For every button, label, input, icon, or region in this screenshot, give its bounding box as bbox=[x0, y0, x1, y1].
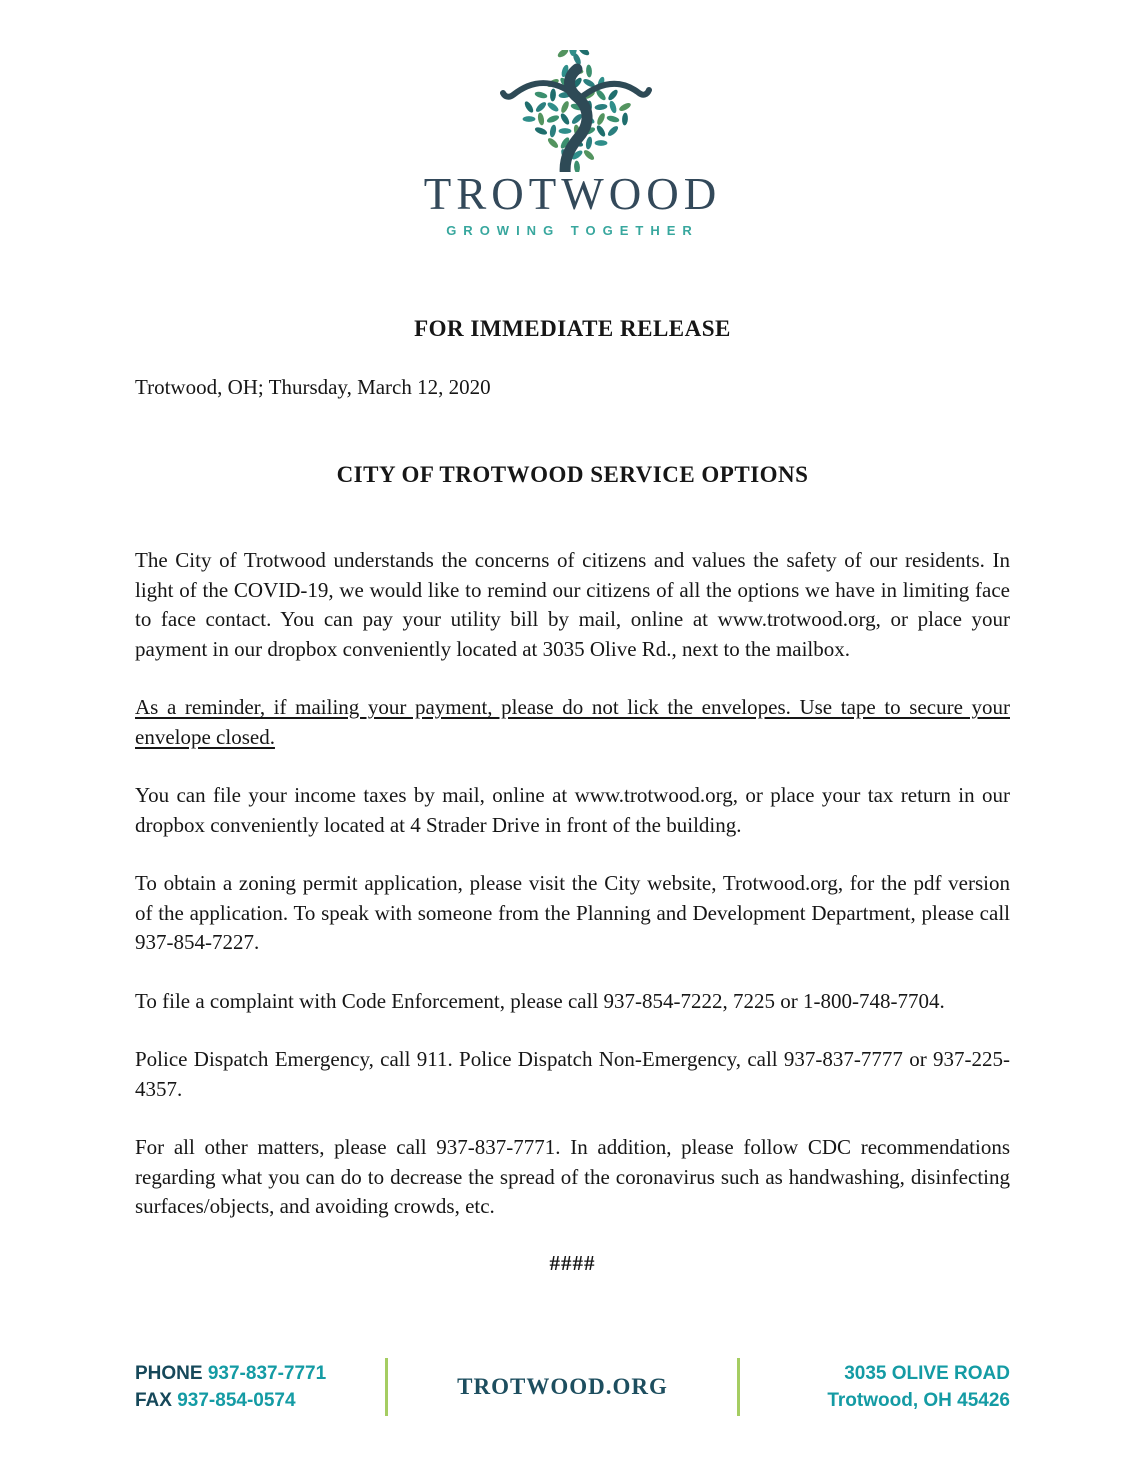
fax-label: FAX bbox=[135, 1390, 172, 1411]
trotwood-tree-icon bbox=[473, 50, 673, 172]
address-line1: 3035 OLIVE ROAD bbox=[844, 1363, 1010, 1384]
footer-website: TROTWOOD.ORG bbox=[457, 1374, 668, 1399]
document-title: CITY OF TROTWOOD SERVICE OPTIONS bbox=[336, 462, 809, 487]
footer-contact bbox=[135, 1360, 385, 1414]
paragraph: Police Dispatch Emergency, call 911. Police Dispatch Non-Emergency, call 937-837-7777 or 937-225-4357. bbox=[135, 1047, 1010, 1101]
paragraph: As a reminder, if mailing your payment, please do not lick the envelopes. Use tape to secure your envelope closed. bbox=[135, 695, 1010, 749]
footer-fax-row bbox=[135, 1387, 385, 1414]
footer-phone-row bbox=[135, 1360, 385, 1387]
paragraph: For all other matters, please call 937-837-7771. In addition, please follow CDC recommendations regarding what you can do to decrease the spread of the coronavirus such as handwashing, disinfecting surfaces/objects, and avoiding crowds, etc. bbox=[135, 1135, 1010, 1218]
address-line2: Trotwood, OH 45426 bbox=[827, 1390, 1010, 1411]
phone-number: 937-837-7771 bbox=[207, 1363, 327, 1384]
end-marker: #### bbox=[549, 1250, 596, 1275]
paragraph: To obtain a zoning permit application, please visit the City website, Trotwood.org, for the pdf version of the application. To speak with someone from the Planning and Development Department, please call 937-854-7227. bbox=[135, 871, 1010, 954]
logo bbox=[0, 0, 1145, 238]
paragraph: To file a complaint with Code Enforcement, please call 937-854-7222, 7225 or 1-800-748-7704. bbox=[135, 988, 945, 1013]
body-paragraphs bbox=[135, 546, 1010, 1222]
logo-wordmark: TROTWOOD bbox=[423, 169, 722, 219]
phone-label: PHONE bbox=[135, 1363, 203, 1384]
logo-tagline: GROWING TOGETHER bbox=[446, 223, 699, 238]
dateline: Trotwood, OH; Thursday, March 12, 2020 bbox=[135, 375, 491, 399]
footer bbox=[0, 1358, 1145, 1416]
fax-number: 937-854-0574 bbox=[177, 1390, 296, 1411]
release-label: FOR IMMEDIATE RELEASE bbox=[414, 316, 731, 341]
paragraph: The City of Trotwood understands the concerns of citizens and values the safety of our residents. In light of the COVID-19, we would like to remind our citizens of all the options we have in limiting face to face contact. You can pay your utility bill by mail, online at www.trotwood.org, or place your payment in our dropbox conveniently located at 3035 Olive Rd., next to the mailbox. bbox=[135, 548, 1010, 661]
footer-address bbox=[740, 1360, 1010, 1414]
paragraph: You can file your income taxes by mail, online at www.trotwood.org, or place your tax return in our dropbox conveniently located at 4 Strader Drive in front of the building. bbox=[135, 783, 1010, 837]
